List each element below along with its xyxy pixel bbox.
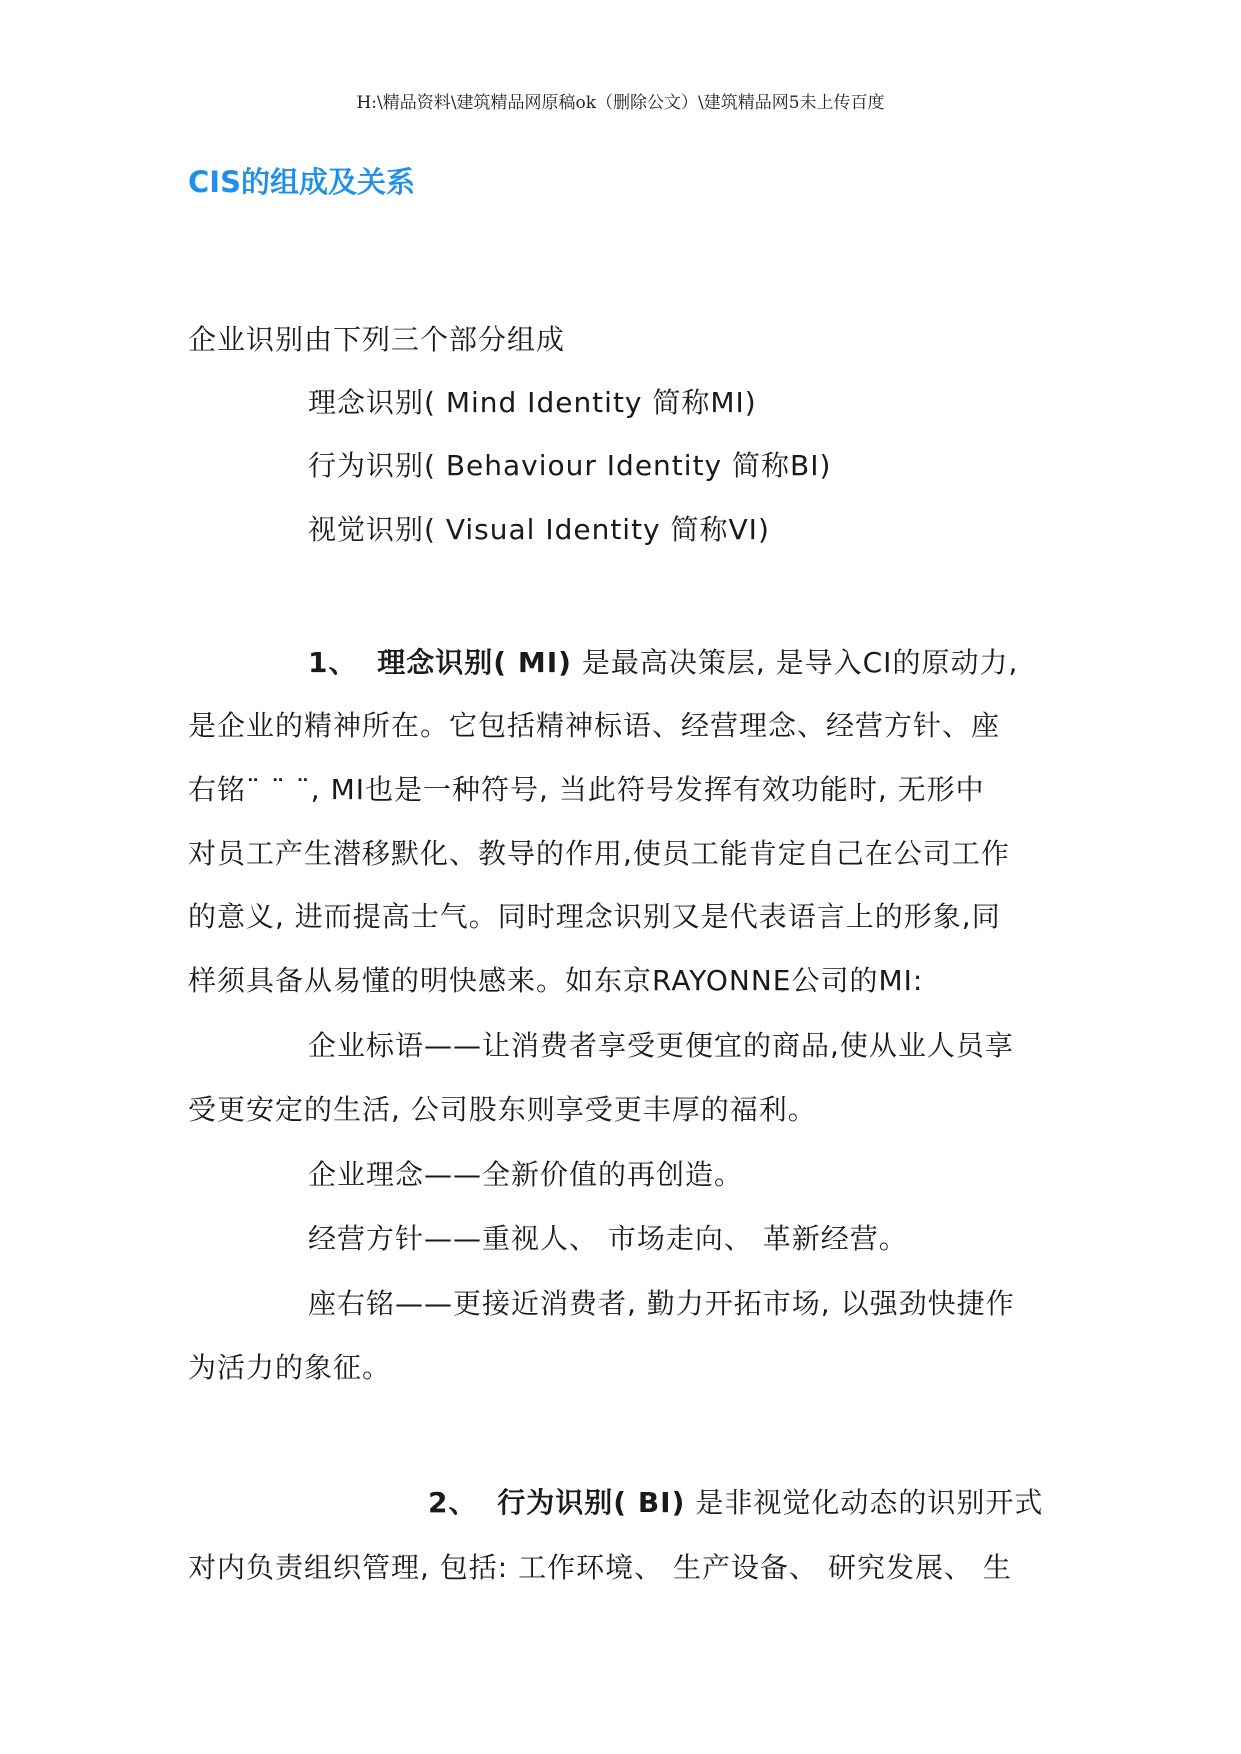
example-philosophy: 企业理念——全新价值的再创造。 [308, 1158, 744, 1191]
section1-number: 1、 [308, 646, 358, 679]
example-policy: 经营方针——重视人、 市场走向、 革新经营。 [308, 1222, 908, 1255]
example-slogan: 企业标语——让消费者享受更便宜的商品,使从业人员享 [308, 1029, 1014, 1062]
example-motto-cont: 为活力的象征。 [188, 1351, 392, 1384]
section1-line: 样须具备从易懂的明快感来。如东京RAYONNE公司的MI: [188, 964, 924, 997]
example-slogan-cont: 受更安定的生活, 公司股东则享受更丰厚的福利。 [188, 1093, 817, 1126]
section1-line: 的意义, 进而提高士气。同时理念识别又是代表语言上的形象,同 [188, 900, 1001, 933]
page-title: CIS的组成及关系 [188, 165, 415, 199]
section2-heading: 行为识别( BI) [497, 1486, 686, 1519]
component-vi: 视觉识别( Visual Identity 简称VI) [308, 513, 770, 546]
section1-text: 是最高决策层, 是导入CI的原动力, [581, 646, 1019, 679]
example-motto: 座右铭——更接近消费者, 勤力开拓市场, 以强劲快捷作 [308, 1287, 1015, 1320]
component-bi: 行为识别( Behaviour Identity 简称BI) [308, 449, 832, 482]
section2-number: 2、 [428, 1486, 478, 1519]
component-mi: 理念识别( Mind Identity 简称MI) [308, 386, 757, 419]
section1-line: 对员工产生潜移默化、教导的作用,使员工能肯定自己在公司工作 [188, 837, 1010, 870]
section2-text: 是非视觉化动态的识别开式 [695, 1486, 1044, 1519]
section1-first-line [308, 645, 1018, 681]
section2-first-line [428, 1485, 1043, 1521]
section1-line: 右铭¨ ¨ ¨, MI也是一种符号, 当此符号发挥有效功能时, 无形中 [188, 773, 985, 806]
file-path-header: H:\精品资料\建筑精品网原稿ok（删除公文）\建筑精品网5未上传百度 [356, 93, 885, 113]
section2-line: 对内负责组织管理, 包括: 工作环境、 生产设备、 研究发展、 生 [188, 1551, 1012, 1584]
section1-line: 是企业的精神所在。它包括精神标语、经营理念、经营方针、座 [188, 709, 1001, 742]
intro-text: 企业识别由下列三个部分组成 [188, 323, 566, 356]
section1-heading: 理念识别( MI) [377, 646, 572, 679]
